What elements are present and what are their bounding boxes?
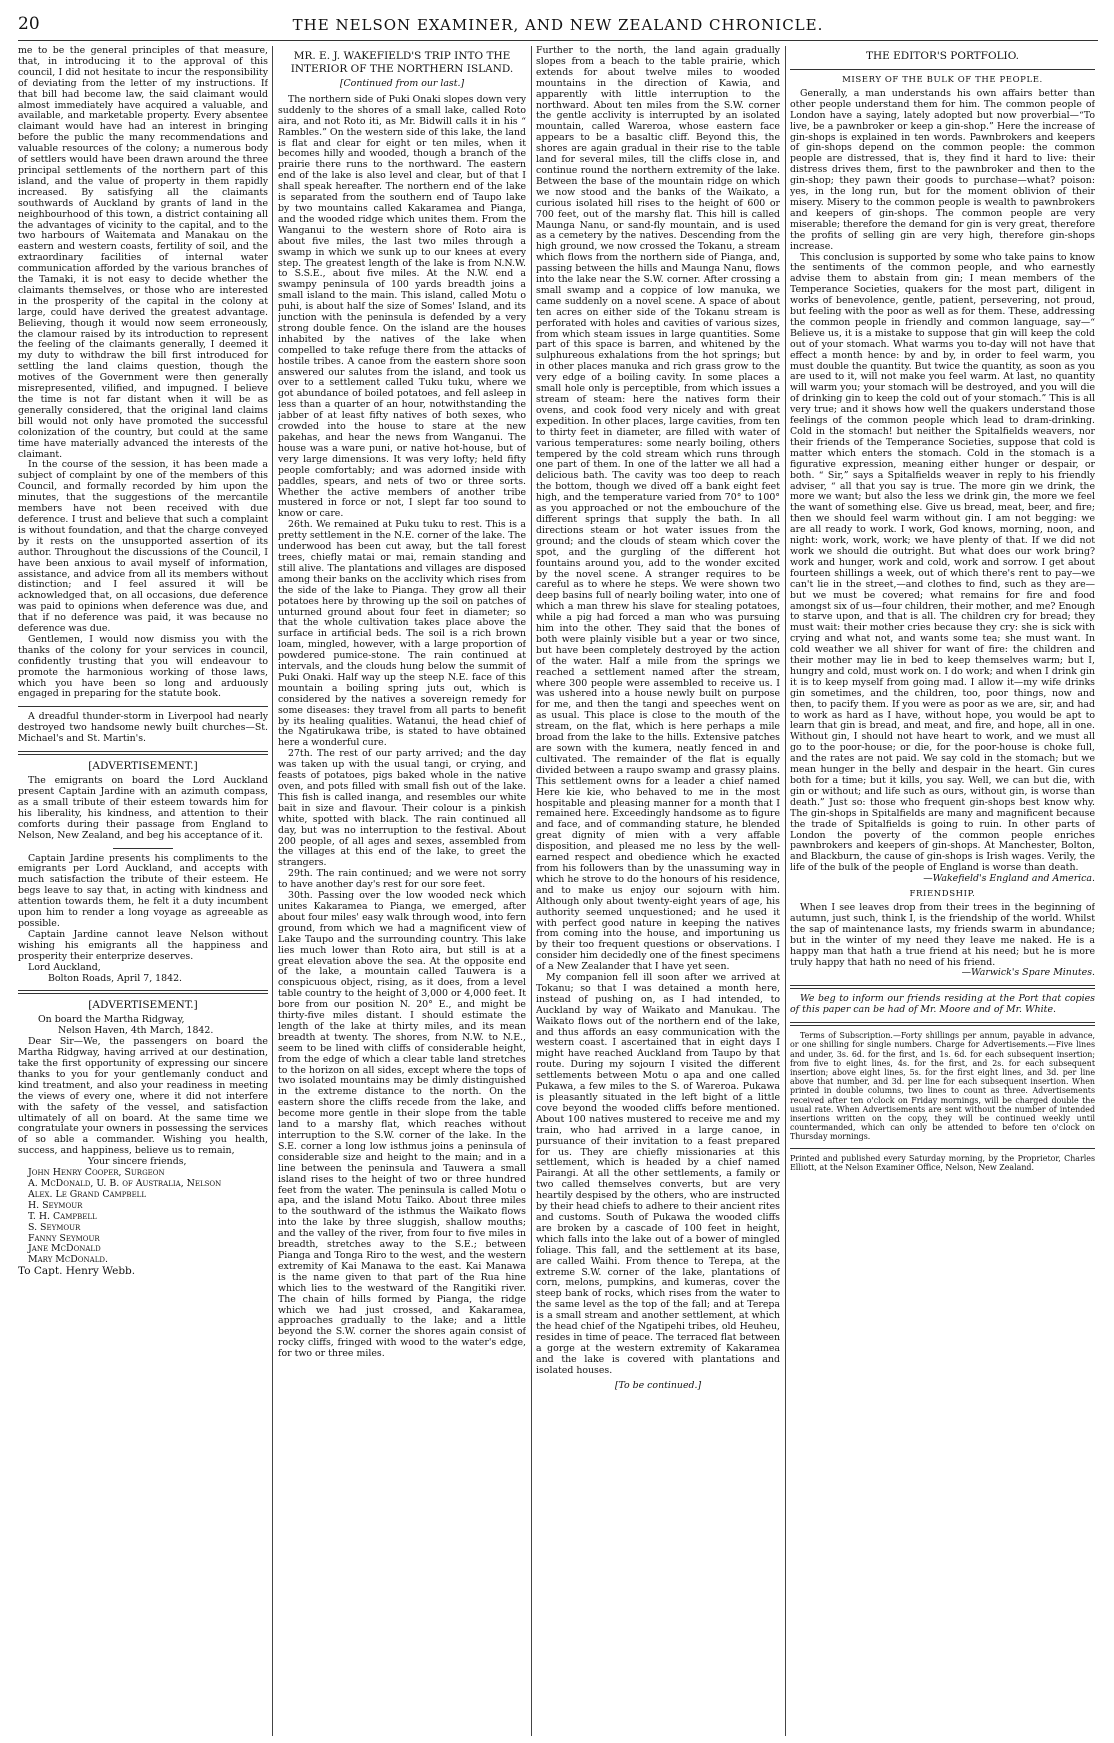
divider	[113, 848, 173, 849]
advertisement-heading: [ADVERTISEMENT.]	[88, 999, 198, 1012]
to-be-continued: [To be continued.]	[614, 1379, 702, 1391]
column-rule	[785, 46, 786, 1736]
signatory: Alex. Le Grand Campbell	[28, 1188, 146, 1200]
speech-paragraph: In the course of the session, it has been made a subject of complaint by one of the members of this Council, and formally recorded by him upon the minutes, that the suggestions of the mercantile members have not been received with due deference. I trust and believe that such a complaint is without foundation, and that the charge conveyed by it rests on the unsupported assertion of its author. Throughout the discussions of the Council, I have been anxious to avail myself of information, assistance, and advice from all its members without distinction; and I feel assured it will be acknowledged that, on all occasions, due deference was paid to opinions when deference was due, and that if no deference was paid, it was because no deference was due.	[18, 459, 268, 635]
column-4	[790, 46, 1095, 1736]
article-paragraph: My companion fell ill soon after we arrived at Tokanu; so that I was detained a month here, instead of pushing on, as I had intended, to Auckland by way of Waikato and Manukau. The Waikato flows out of the northern end of the lake, and thus affords an easy communication with the western coast. I ascertained that in eight days I might have reached Auckland from Taupo by that route. During my sojourn I visited the different settlements between Motu o apa and one called Pukawa, a few miles to the S. of Wareroa. Pukawa is pleasantly situated in the left bight of a little cove beyond the wooded cliffs before mentioned. About 100 natives mustered to receive me and my train, who had arrived in a large canoe, in pursuance of their invitation to a feast prepared for us. They are chiefly missionaries at this settlement, which is headed by a chief named Pairangi. At all the other settlements, a family or two called themselves converts, but are very heartily despised by the others, who are instructed by their head chiefs to adhere to their ancient rites and customs. South of Pukawa the wooded cliffs are broken by a cascade of 100 feet in height, which falls into the lake out of a bower of mingled foliage. This fall, and the settlement at its base, are called Waihi. From thence to Terepa, at the extreme S.W. corner of the lake, plantations of corn, melons, pumpkins, and kumeras, cover the steep bank of rocks, which rises from the water to the same level as the top of the fall; and at Terepa is a small stream and another settlement, at which the head chief of the Ngatipehi tribes, old Heuheu, resides in time of peace. The terraced flat between a gorge at the western extremity of Kakaramea and the lake is covered with plantations and isolated houses.	[536, 972, 780, 1376]
divider	[790, 69, 1095, 70]
letter-close: Your sincere friends,	[88, 1156, 187, 1168]
imprint: Printed and published every Saturday morning, by the Proprietor, Charles Elliott, at the Nelson Examiner Office, Nelson, New Zealand.	[790, 1153, 1095, 1172]
article-paragraph: 30th. Passing over the low wooded neck which unites Kakaramea to Pianga, we emerged, after about four miles' easy walk through wood, into fern ground, from which we had a magnificent view of Lake Taupo and the surrounding country. This lake lies much lower than Roto aira, but still is at a great elevation above the sea. At the opposite end of the lake, a mountain called Tauwera is a conspicuous object, rising, as it does, from a level table country to the height of 3,000 or 4,000 feet. It bore from our position N. 20° E., and might be thirty-five miles distant. I should estimate the length of the lake at thirty miles, and its mean breadth at twenty. The shores, from N.W. to N.E., seem to be lined with cliffs of considerable height, from the edge of which a clear table land stretches to the horizon on all sides, except where the tops of two isolated mountains may be dimly distinguished in the extreme distance to the north. On the eastern shore the cliffs recede from the lake, and become more gentle in their slope from the table land to a marshy flat, which reaches without interruption to the S.W. corner of the lake. In the S.E. corner a long low isthmus joins a peninsula of considerable size and height to the main; and in a line between the peninsula and Tauwera a small island rises to the height of two or three hundred feet from the water. The peninsula is called Motu o apa, and the island Motu Taiko. About three miles to the southward of the isthmus the Waikato flows into the lake by three sluggish, shallow mouths; and the valley of the river, from four to five miles in breadth, stretches away to the S.E.; between Pianga and Tonga Riro to the west, and the western extremity of Kai Manawa to the east. Kai Manawa is the name given to that part of the Rua hine which lies to the westward of the Rangitiki river. The chain of hills formed by Pianga, the ridge which we had just crossed, and Kakaramea, approaches gradually to the lake; and a little beyond the S.W. corner the shores again consist of rocky cliffs, fringed with wood to the water's edge, for two or three miles.	[278, 890, 526, 1360]
subscription-terms: Terms of Subscription.—Forty shillings per annum, payable in advance, or one shilling for single numbers. Charge for Advertisements.—Five lines and under, 3s. 6d. for the first, and 1s. 6d. for each subsequent insertion; from five to eight lines, 4s. for the first, and 2s. for each subsequent insertion; above eight lines, 5s. for the first eight lines, and 3d. per line above that number, and 3d. per line for each subsequent insertion. When printed in double columns, two lines to count as three. Advertisements received after ten o'clock on Friday mornings, will be charged double the usual rate. When Advertisements are sent without the number of intended insertions written on the copy, they will be continued weekly until countermanded, which can only be attended to before ten o'clock on Thursday mornings.	[790, 1031, 1095, 1142]
signatory: S. Seymour	[28, 1221, 81, 1233]
article-paragraph: 27th. The rest of our party arrived; and the day was taken up with the usual tangi, or crying, and feasts of potatoes, pigs baked whole in the native oven, and pots filled with small fish out of the lake. This fish is called inanga, and resembles our white bait in size and flavour. Their colour is a pinkish white, spotted with black. The rain continued all day, but was no interruption to the festival. About 200 people, of all ages and sexes, assembled from the villages at this end of the lake, to greet the strangers.	[278, 748, 526, 869]
column-3	[536, 46, 780, 1736]
signatory: H. Seymour	[28, 1199, 83, 1211]
masthead	[18, 8, 1098, 41]
advertisement-date: Nelson Haven, 4th March, 1842.	[58, 1025, 214, 1037]
news-item-thunderstorm: A dreadful thunder-storm in Liverpool had nearly destroyed two handsome newly built churches—St. Michael's and St. Martin's.	[18, 711, 268, 745]
divider	[18, 751, 268, 755]
letter-addressee: To Capt. Henry Webb.	[18, 1265, 136, 1278]
article-paragraph: The northern side of Puki Onaki slopes down very suddenly to the shores of a small lake, called Roto aira, and not Roto iti, as Mr. Bidwill calls it in his “ Rambles.” On the western side of this lake, the land is flat and clear for eight or ten miles, when it becomes hilly and wooded, though a branch of the prairie there runs to the northward. The eastern end of the lake is also level and clear, but of that I shall speak hereafter. The northern end of the lake is separated from the southern end of Taupo lake by two mountains called Kakaramea and Pianga, and the wooded ridge which unites them. From the Wanganui to the western shore of Roto aira is about five miles, the last two miles through a swamp in which we sunk up to our knees at every step. The greatest length of the lake is from N.N.W. to S.S.E., about five miles. At the N.W. end a swampy peninsula of 100 yards breadth joins a small island to the main. This island, called Motu o puhi, is about half the size of Somes' Island, and its junction with the peninsula is defended by a very strong double fence. On the island are the houses inhabited by the natives of the lake when compelled to take refuge there from the attacks of hostile tribes. A canoe from the eastern shore soon answered our salutes from the island, and took us over to a settlement called Tuku tuku, where we got abundance of boiled potatoes, and fell asleep in less than a quarter of an hour, notwithstanding the jabber of at least fifty natives of both sexes, who crowded into the house to stare at the new pakehas, and hear the news from Wanganui. The house was a ware puni, or native hot-house, but of very large dimensions. It was very lofty; held fifty people comfortably; and was adorned inside with paddles, spears, and nets of two or three sorts. Whether the active members of another tribe mustered in force or not, I slept far too sound to know or care.	[278, 93, 526, 520]
section-heading: FRIENDSHIP.	[909, 889, 976, 900]
column-rule	[531, 46, 532, 1736]
advertisement-place: On board the Martha Ridgway,	[38, 1014, 185, 1026]
article-subtitle: [Continued from our last.]	[339, 78, 465, 89]
article-paragraph: 26th. We remained at Puku tuku to rest. This is a pretty settlement in the N.E. corner of the lake. The underwood has been cut away, but the tall forest trees, chiefly matai or mai, remain standing and still alive. The plantations and villages are disposed among their banks on the acclivity which rises from the side of the lake to Pianga. They grow all their potatoes here by throwing up the soil on patches of unturned ground about four feet in diameter; so that the whole cultivation takes place above the surface in artificial beds. The soil is a rich brown loam, mingled, however, with a large proportion of powdered pumice-stone. The rain continued at intervals, and the clouds hung below the summit of Puki Onaki. Half way up the steep N.E. face of this mountain a boiling spring juts out, which is considered by the natives a sovereign remedy for some diseases: they travel from all parts to benefit by its healing qualities. Watanui, the head chief of the Ngatirukawa tribe, is stated to have obtained here a wonderful cure.	[278, 519, 526, 749]
advertisement-date: Bolton Roads, April 7, 1842.	[48, 972, 183, 984]
article-title: MR. E. J. WAKEFIELD'S TRIP INTO THE INTERIOR OF THE NORTHERN ISLAND.	[290, 50, 514, 75]
signatory: John Henry Cooper, Surgeon	[28, 1167, 165, 1179]
source-attribution: —Wakefield's England and America.	[923, 873, 1095, 885]
advertisement-text: Captain Jardine presents his compliments to the emigrants per Lord Auckland, and accepts with much satisfaction the tribute of their esteem. He begs leave to say that, in acting with kindness and attention towards them, he felt it a duty incumbent upon him to render a long voyage as agreeable as possible.	[18, 852, 268, 929]
divider	[18, 990, 268, 994]
portfolio-paragraph: Generally, a man understands his own affairs better than other people understand them for him. The common people of London have a saying, lately adopted but now proverbial—“To live, be a pawnbroker or keep a gin-shop.” Here the increase of gin-shops is explained in ten words. Pawnbrokers and keepers of gin-shops depend on the common people: the common people are distressed, that is, they find it hard to live: their distress drives them, first to the pawnbroker and then to the gin-shop; they pawn their goods to purchase—what? poison: yes, in the long run, but for the moment oblivion of their misery. Misery to the common people is wealth to pawnbrokers and keepers of gin-shops. The common people are very miserable; therefore the demand for gin is very great, therefore the profits of selling gin are very high, therefore gin-shops increase.	[790, 87, 1095, 252]
speech-paragraph: Gentlemen, I would now dismiss you with the thanks of the colony for your services in council, confidently trusting that you will endeavour to promote the harmonious working of those laws, which you have been so long and arduously engaged in preparing for the statute book.	[18, 633, 268, 700]
divider	[790, 1022, 1095, 1026]
advertisement-text: Captain Jardine cannot leave Nelson without wishing his emigrants all the happiness and prosperity their enterprize deserves.	[18, 928, 268, 962]
advertisement-text: The emigrants on board the Lord Auckland present Captain Jardine with an azimuth compass, as a small tribute of their esteem towards him for his liberality, his kindness, and attention to their comforts during their passage from England to Nelson, New Zealand, and beg his acceptance of it.	[18, 775, 268, 841]
advertisement-heading: [ADVERTISEMENT.]	[88, 760, 198, 773]
article-paragraph: Further to the north, the land again gradually slopes from a beach to the table prairie, which extends for about twelve miles to wooded mountains in the direction of Kawia, and apparently with little interruption to the northward. About ten miles from the S.W. corner the gentle acclivity is interrupted by an isolated mountain, called Wareroa, whose eastern face appears to be a basaltic cliff. Beyond this, the shores are again gradual in their rise to the table land for several miles, till the cliffs close in, and continue round the northern extremity of the lake. Between the base of the mountain ridge on which we now stood and the banks of the Waikato, a curious isolated hill rises to the height of 600 or 700 feet, out of the marshy flat. This hill is called Maunga Nanu, or sand-fly mountain, and is used as a cemetery by the natives. Descending from the high ground, we now crossed the Tokanu, a stream which flows from the northern side of Pianga, and, passing between the hills and Maunga Nanu, flows into the lake near the S.W. corner. After crossing a small swamp and a coppice of low manuka, we came suddenly on a novel scene. A space of about ten acres on either side of the Tokanu stream is perforated with holes and cavities of various sizes, from which steam issues in large quantities. Some part of this space is barren, and whitened by the sulphureous exhalations from the hot springs; but in other places manuka and rich grass grow to the very edge of a boiling cavity. In some places a small hole only is perceptible, from which issues a stream of steam: here the natives form their ovens, and cook food very nicely and with great expedition. In other places, large cavities, from ten to thirty feet in diameter, are filled with water of various temperatures: some nearly boiling, others tempered by the cold stream which runs through one part of them. In one of the latter we all had a delicious bath. The cavity was too deep to reach the bottom, though we dived off a bank eight feet high, and the temperature varied from 70° to 100° as you approached or not the embouchure of the different springs that supply the bath. In all directions steam or hot water issues from the ground; and the clouds of steam which cover the spot, and the gurgling of the different hot fountains around you, add to the wonder excited by the novel scene. A stranger requires to be careful as to where he steps. We were shown two deep basins full of nearly boiling water, into one of which a man threw his slave for stealing potatoes, while a pig had forced a man who was pursuing him into the other. They said that the bones of both were plainly visible but a year or two since, but have been completely destroyed by the action of the water. Half a mile from the springs we reached a settlement named after the stream, where 300 people were assembled to receive us. I was ushered into a house newly built on purpose for me, and then the tangi and speeches went on as usual. This place is close to the mouth of the stream, on the flat, which is here perhaps a mile broad from the lake to the hills. Extensive patches are sown with the kumera, neatly fenced in and cultivated. The remainder of the flat is equally divided between a raupo swamp and grassy plains. This settlement owns for a leader a chief named Here kie kie, who behaved to me in the most hospitable and pleasing manner for a month that I remained here. Exceedingly handsome as to figure and face, and of commanding stature, he blended great dignity of mien with a very affable disposition, and pleased me no less by the well-earned respect and obedience which he exacted from his followers than by the unassuming way in which he strove to do the honours of his residence, and to make us enjoy our sojourn with him. Although only about twenty-eight years of age, his authority seemed unquestioned; and he used it with perfect good nature in keeping the natives from coming into the house, and importuning us by their too frequent questions or observations. I consider him decidedly one of the finest specimens of a New Zealander that I have yet seen.	[536, 46, 780, 973]
signatory: Fanny Seymour	[28, 1232, 100, 1244]
column-2	[278, 46, 526, 1736]
portfolio-paragraph: This conclusion is supported by some who take pains to know the sentiments of the common people, and who earnestly advise them to abstain from gin; I mean members of the Temperance Societies, quakers for the most part, diligent in works of benevolence, gentle, patient, persevering, not proud, but feeling with the poor as well as for them. These, addressing the common people in friendly and common language, say—“ Believe us, it is a mistake to suppose that gin will keep the cold out of your stomach. What warms you to-day will not have that effect a month hence: by and by, in order to feel warm, you must double the quantity. But twice the quantity, as soon as you are used to it, will not make you feel warm. At last, no quantity will warm you; your stomach will be destroyed, and you will die of drinking gin to keep the cold out of your stomach.” This is all very true; and it shows how well the quakers understand those feelings of the common people which lead to dram-drinking. Cold in the stomach! but neither the Spitalfields weavers, nor their friends of the Temperance Societies, suppose that cold is matter which enters the stomach. Cold in the stomach is a figurative expression, meaning either hunger or despair, or both. “ Sir,” says a Spitalfields weaver in reply to his friendly adviser, “ all that you say is true. The more gin we drink, the more we want; but also the less we drink gin, the more we feel the want of something else. Give us bread, meat, beer, and fire; then we should feel warm without gin. I am not begging: we are all ready to work. I work, God knows, morning, noon, and night: work, work, work; we have plenty of that. If we did not work we should die outright. But what does our work bring? work and hunger, work and cold, work and sorrow. I get about fourteen shillings a week, out of which there's rent to pay—we can't lie in the street,—and clothes to find, such as they are—but we must be covered; what remains for fire and food amongst six of us—four children, their mother, and me? Enough to starve upon, and that is all. The children cry for bread; they must wait: their mother cries because they cry: she is sick with crying and what not, and wants some tea; she must want. In cold weather we all shiver for want of fire: the children and their mother may lie in bed to keep themselves warm; but I, hungry and cold, must work on. I do work; and when I drink gin it is to keep myself from going mad. I allow it—my wife drinks gin sometimes, and the children, too, poor things, now and then, to pacify them. If you were as poor as we are, sir, and had to work as hard as I have, without hope, you would be apt to learn that gin is bread, and meat, and fire, and hope, all in one. Without gin, I should not have heart to work, and we must all go to the poor-house; or die, for the poor-house is choke full, and the rates are not paid. We say cold in the stomach; but we mean hunger in the belly and despair in the heart. Gin cures both for a time; but it kills, you say. Well, we can but die, with gin or without; and life such as ours, without gin, is worse than death.” Just so: those who frequent gin-shops best know why. The gin-shops in Spitalfields are many and magnificent because the trade of Spitalfields is going to ruin. In other parts of London the poverty of the common people enriches pawnbrokers and keepers of gin-shops. At Manchester, Bolton, and Blackburn, the cause of gin-shops is Irish wages. Verily, the life of the bulk of the people of England is worse than death.	[790, 251, 1095, 874]
signatory: Jane McDonald	[28, 1243, 101, 1255]
section-heading: MISERY OF THE BULK OF THE PEOPLE.	[842, 75, 1043, 85]
column-rule	[272, 46, 273, 1736]
signatory: A. McDonald, U. B. of Australia, Nelson	[28, 1178, 222, 1189]
speech-paragraph: me to be the general principles of that measure, that, in introducing it to the approval of this council, I did not hesitate to incur the responsibility of deviating from the letter of my instructions. If that bill had become law, the said claimant would almost immediately have acquired a valuable, and available, and marketable property. Every absentee claimant would have had an interest in bringing before the public the many recommendations and valuable resources of the colony; a numerous body of settlers would have been drawn around the three principal settlements of the northern part of this island, and the value of property in them rapidly increased. By satisfying all the claimants southwards of Auckland by grants of land in the neighbourhood of this town, a district containing all the advantages of vicinity to the capital, and to the two harbours of Waitemata and Manakau on the eastern and western coasts, fertility of soil, and the extraordinary facilities of internal water communication afforded by the various branches of the Tamaki, it is not easy to decide whether the claimants themselves, or those who are interested in the prosperity of the capital in the colony at large, could have derived the greatest advantage. Believing, though it would now seem erroneously, the clamour raised by its introduction to represent the feeling of the claimants generally, I deemed it my duty to withdraw the bill first introduced for settling the land claims question, though the motives of the Government were then generally misrepresented, vilified, and impugned. I believe the time is not far distant when it will be as generally considered, that the original land claims bill would not only have promoted the successful colonization of the country, but could at the same time have materially advanced the interests of the claimant.	[18, 46, 268, 460]
newspaper-title: THE NELSON EXAMINER, AND NEW ZEALAND CHRONICLE.	[292, 16, 824, 34]
divider	[790, 1148, 1095, 1149]
letter-body: Dear Sir—We, the passengers on board the Martha Ridgway, having arrived at our destination, take the first opportunity of expressing our sincere thanks to you for your gentlemanly conduct and kind treatment, and also your readiness in meeting the views of every one, where it did not interfere with the safety of the vessel, and satisfaction ultimately of all on board. At the same time we congratulate your owners in possessing the services of so able a commander. Wishing you health, success, and happiness, believe us to remain,	[18, 1036, 268, 1157]
portfolio-paragraph: When I see leaves drop from their trees in the beginning of autumn, just such, think I, is the friendship of the world. Whilst the sap of maintenance lasts, my friends swarm in abundance; but in the winter of my need they leave me naked. He is a happy man that hath a true friend at his need; but he is more truly happy that hath no need of his friend.	[790, 901, 1095, 968]
divider	[18, 706, 268, 707]
advertisement-place: Lord Auckland,	[28, 961, 101, 973]
source-attribution: —Warwick's Spare Minutes.	[961, 967, 1095, 979]
page-number: 20	[18, 14, 40, 34]
port-notice: We beg to inform our friends residing at the Port that copies of this paper can be had of Mr. Moore and of Mr. White.	[790, 993, 1095, 1016]
section-title: THE EDITOR'S PORTFOLIO.	[865, 50, 1020, 62]
divider	[790, 985, 1095, 989]
signatory: Mary McDonald.	[28, 1254, 108, 1266]
column-1	[18, 46, 268, 1736]
article-paragraph: 29th. The rain continued; and we were not sorry to have another day's rest for our sore feet.	[278, 868, 526, 891]
signatory: T. H. Campbell	[28, 1210, 97, 1222]
